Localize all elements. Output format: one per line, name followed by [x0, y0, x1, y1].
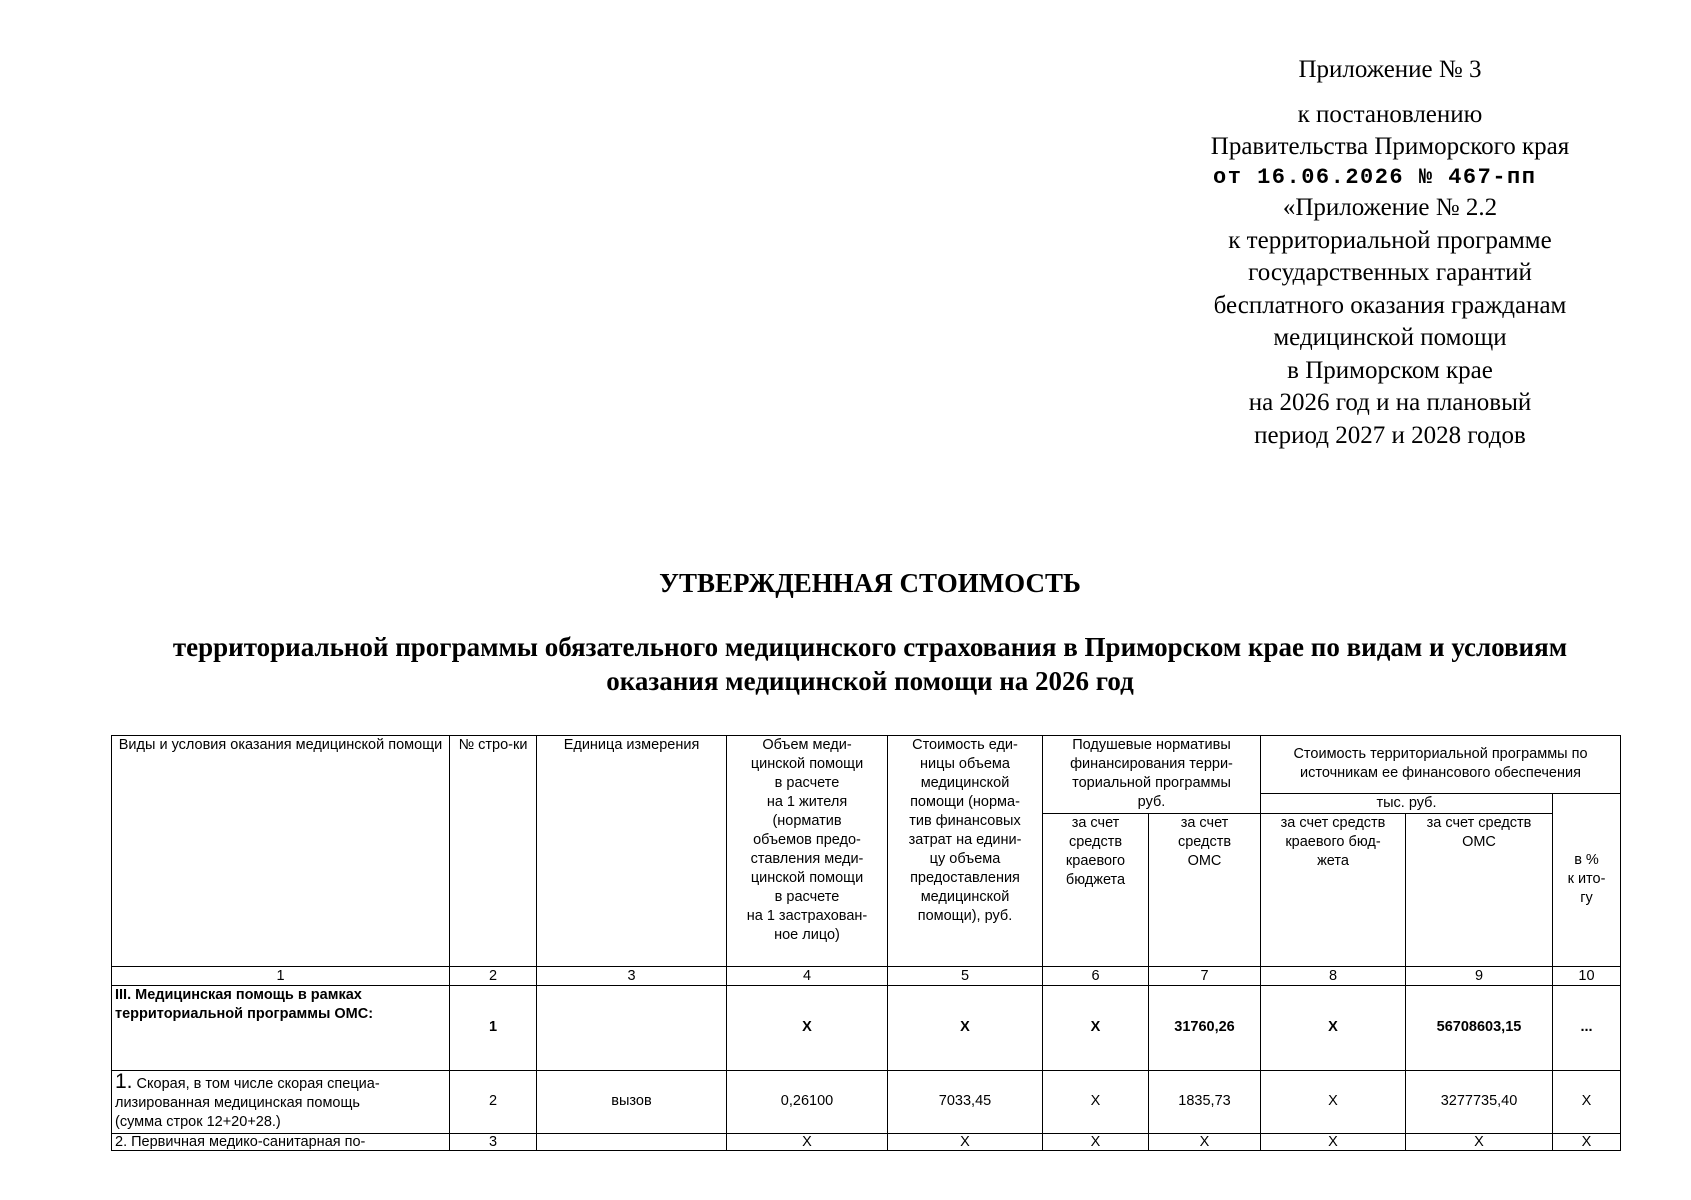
row-unit-cost: Х — [888, 1133, 1043, 1150]
row-cost-oms: 3277735,40 — [1406, 1070, 1553, 1133]
column-number-row — [112, 966, 1621, 985]
column-number: 5 — [888, 966, 1043, 985]
table-row — [112, 985, 1621, 1070]
row-per-capita-budget: Х — [1043, 1070, 1149, 1133]
row-unit: вызов — [537, 1070, 727, 1133]
appendix-line: медицинской помощи — [1273, 324, 1507, 351]
row-cost-oms: 56708603,15 — [1406, 985, 1553, 1070]
header-cost-oms: за счет средств ОМС — [1406, 813, 1553, 966]
row-unit — [537, 985, 727, 1070]
row-cost-budget: Х — [1261, 985, 1406, 1070]
row-percent: Х — [1553, 1070, 1621, 1133]
row-per-capita-budget: Х — [1043, 1133, 1149, 1150]
resolution-date-number: от 16.06.2026 № 467-пп — [1213, 164, 1537, 190]
row-line-number: 3 — [450, 1133, 537, 1150]
row-volume: Х — [727, 985, 888, 1070]
appendix-header — [1160, 54, 1620, 452]
appendix-line: на 2026 год и на плановый — [1248, 389, 1532, 416]
cost-table — [111, 735, 1621, 1151]
document-subtitle-line: оказания медицинской помощи на 2026 год — [606, 666, 1134, 696]
nested-appendix-title: «Приложение № 2.2 — [1282, 194, 1498, 221]
row-unit-cost: Х — [888, 985, 1043, 1070]
header-unit: Единица измерения — [537, 736, 727, 967]
row-per-capita-oms: 1835,73 — [1149, 1070, 1261, 1133]
row-per-capita-oms: 31760,26 — [1149, 985, 1261, 1070]
appendix-line: период 2027 и 2028 годов — [1254, 421, 1526, 449]
column-number: 1 — [112, 966, 450, 985]
row-percent: Х — [1553, 1133, 1621, 1150]
header-cost-unit: тыс. руб. — [1261, 793, 1553, 813]
document-subtitle-line: территориальной программы обязательного медицинского страхования в Приморском крае по видам и условиям — [172, 632, 1568, 662]
row-per-capita-oms: Х — [1149, 1133, 1261, 1150]
row-volume: 0,26100 — [727, 1070, 888, 1133]
row-name-number: 1. — [115, 1070, 133, 1093]
row-cost-oms: Х — [1406, 1133, 1553, 1150]
government-line: Правительства Приморского края — [1210, 133, 1570, 160]
appendix-line: к территориальной программе — [1228, 226, 1552, 254]
column-number: 9 — [1406, 966, 1553, 985]
header-volume: Объем меди- цинской помощи в расчете на 1 жителя (норматив объемов предо- ставления меди- цинской помощи в расчете на 1 застрахован- ное лицо) — [727, 736, 888, 967]
table-row — [112, 1070, 1621, 1133]
row-unit — [537, 1133, 727, 1150]
appendix-line: в Приморском крае — [1287, 356, 1493, 384]
column-number: 6 — [1043, 966, 1149, 985]
document-title: УТВЕРЖДЕННАЯ СТОИМОСТЬ — [659, 568, 1081, 598]
row-volume: Х — [727, 1133, 888, 1150]
appendix-line: бесплатного оказания гражданам — [1213, 291, 1567, 319]
column-number: 8 — [1261, 966, 1406, 985]
row-cost-budget: Х — [1261, 1133, 1406, 1150]
column-number: 3 — [537, 966, 727, 985]
header-per-capita-oms: за счет средств ОМС — [1149, 813, 1261, 966]
row-cost-budget: Х — [1261, 1070, 1406, 1133]
table-row — [112, 1133, 1621, 1150]
column-number: 2 — [450, 966, 537, 985]
table-header-row — [112, 736, 1621, 794]
column-number: 10 — [1553, 966, 1621, 985]
header-per-capita-budget: за счет средств краевого бюджета — [1043, 813, 1149, 966]
row-unit-cost: 7033,45 — [888, 1070, 1043, 1133]
header-line-number: № стро-ки — [450, 736, 537, 967]
document-subtitle — [100, 630, 1640, 698]
appendix-title: Приложение № 3 — [1298, 56, 1482, 83]
header-percent-of-total: в % к ито- гу — [1553, 793, 1621, 966]
header-unit-cost: Стоимость еди- ницы объема медицинской помощи (норма- тив финансовых затрат на едини- цу объема предоставления медицинской помощи), руб. — [888, 736, 1043, 967]
header-cost-group: Стоимость территориальной программы по источникам ее финансового обеспечения — [1261, 736, 1621, 794]
row-line-number: 1 — [450, 985, 537, 1070]
column-number: 7 — [1149, 966, 1261, 985]
row-name: 1. Скорая, в том числе скорая специа- лизированная медицинская помощь (сумма строк 12+20+28.) — [112, 1070, 450, 1133]
appendix-line: государственных гарантий — [1248, 259, 1532, 286]
row-percent: ... — [1553, 985, 1621, 1070]
row-line-number: 2 — [450, 1070, 537, 1133]
header-per-capita-group: Подушевые нормативы финансирования терри- ториальной программы — [1043, 736, 1261, 794]
column-number: 4 — [727, 966, 888, 985]
header-cost-budget: за счет средств краевого бюд- жета — [1261, 813, 1406, 966]
row-name: 2. Первичная медико-санитарная по- — [112, 1133, 450, 1150]
row-name: III. Медицинская помощь в рамках территориальной программы ОМС: — [112, 985, 450, 1070]
row-per-capita-budget: Х — [1043, 985, 1149, 1070]
header-kinds-conditions: Виды и условия оказания медицинской помощи — [112, 736, 450, 967]
header-per-capita-unit: руб. — [1043, 793, 1261, 813]
to-resolution-line: к постановлению — [1297, 100, 1483, 128]
